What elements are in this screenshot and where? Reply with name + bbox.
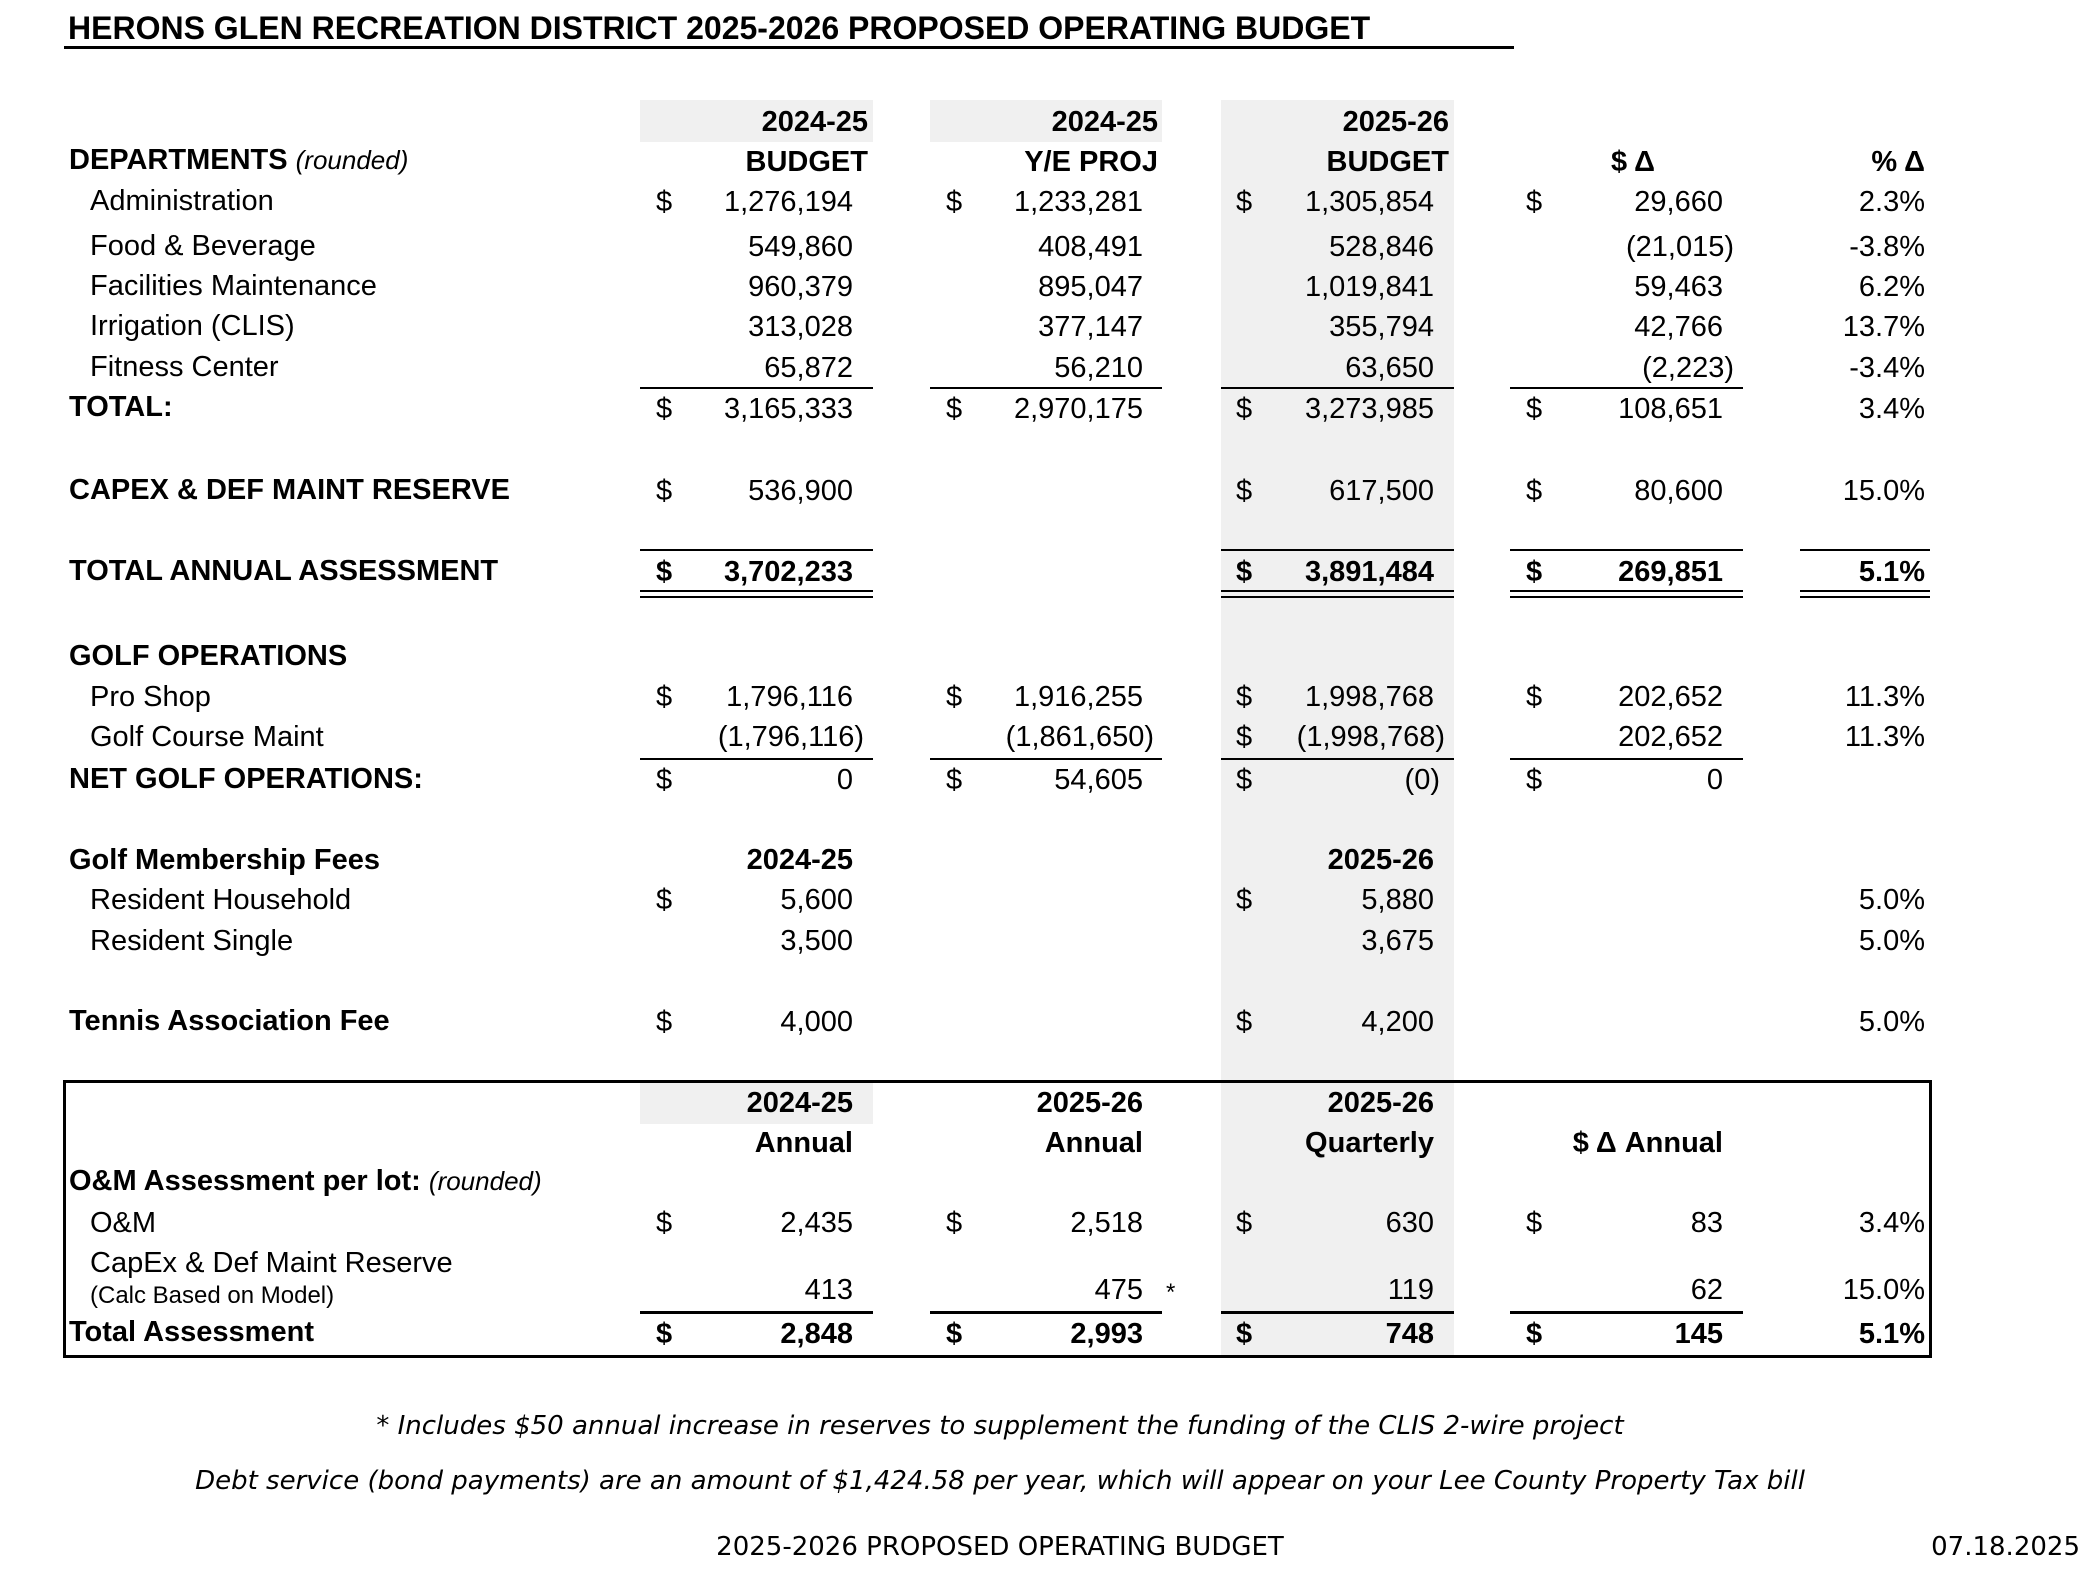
dept-dollar-4: $ — [1526, 186, 1543, 218]
department-c5: 2.3% — [1858, 186, 1925, 218]
om-capex-c3: 119 — [1387, 1274, 1434, 1306]
om-row-c3: 630 — [1385, 1207, 1434, 1239]
golf-row-c2: 1,916,255 — [1013, 681, 1143, 713]
om-row-label: O&M — [90, 1207, 157, 1239]
om-capex-c1: 413 — [804, 1274, 853, 1306]
golf-dollar-4: $ — [1526, 681, 1543, 713]
golf-row-c4: 202,652 — [1618, 721, 1723, 753]
department-c1: 313,028 — [748, 311, 853, 343]
dept-total-rule-2 — [930, 387, 1162, 389]
annual-double-1b — [640, 596, 873, 598]
annual-double-5b — [1800, 596, 1930, 598]
tennis-label: Tennis Association Fee — [69, 1005, 390, 1037]
department-c4: 59,463 — [1634, 271, 1723, 303]
membership-row-label: Resident Single — [90, 925, 294, 957]
department-c5: 6.2% — [1858, 271, 1925, 303]
department-c4: 42,766 — [1634, 311, 1723, 343]
department-label: Food & Beverage — [90, 230, 316, 262]
dept-total-label: TOTAL: — [69, 391, 173, 423]
department-c5: -3.4% — [1849, 352, 1925, 384]
col4-label-header: $ Δ — [1611, 146, 1655, 178]
membership-year3: 2025-26 — [1327, 844, 1434, 876]
om-total-dollar-1: $ — [656, 1318, 673, 1350]
golf-net-rule-4 — [1510, 758, 1743, 760]
golf-net-c2: 54,605 — [1054, 764, 1143, 796]
department-c5: 13.7% — [1842, 311, 1925, 343]
golf-row-c4: 202,652 — [1618, 681, 1723, 713]
golf-net-rule-1 — [640, 758, 873, 760]
om-total-c2: 2,993 — [1070, 1318, 1143, 1350]
department-c1: 65,872 — [764, 352, 853, 384]
golf-net-dollar-2: $ — [946, 764, 963, 796]
golf-row-c3: (1,998,768) — [1296, 721, 1445, 753]
golf-dollar-1: $ — [656, 681, 673, 713]
department-c4: (21,015) — [1625, 231, 1734, 263]
golf-row-c5: 11.3% — [1844, 681, 1925, 713]
om-row-dollar-4: $ — [1526, 1207, 1543, 1239]
membership-row-c3: 5,880 — [1361, 884, 1434, 916]
department-c3: 1,305,854 — [1304, 186, 1434, 218]
dept-total-dollar-4: $ — [1526, 393, 1543, 425]
capex-dollar-1: $ — [656, 475, 673, 507]
note-reserves: * Includes $50 annual increase in reserves to supplement the funding of the CLIS 2-wire project — [376, 1411, 1624, 1441]
annual-c4: 269,851 — [1618, 556, 1723, 588]
dept-total-c5: 3.4% — [1858, 393, 1925, 425]
om-total-c5: 5.1% — [1858, 1318, 1925, 1350]
golf-net-dollar-4: $ — [1526, 764, 1543, 796]
om-row-c2: 2,518 — [1070, 1207, 1143, 1239]
om-row-c1: 2,435 — [780, 1207, 853, 1239]
tennis-c5: 5.0% — [1858, 1006, 1925, 1038]
tennis-c3: 4,200 — [1361, 1006, 1434, 1038]
department-c5: -3.8% — [1849, 231, 1925, 263]
capex-c1: 536,900 — [748, 475, 853, 507]
om-h1-label: Annual — [754, 1127, 853, 1159]
om-total-rule-3 — [1221, 1311, 1454, 1314]
golf-net-dollar-3: $ — [1236, 764, 1253, 796]
annual-dollar-3: $ — [1236, 556, 1253, 588]
department-c3: 63,650 — [1345, 352, 1434, 384]
capex-c3: 617,500 — [1329, 475, 1434, 507]
dept-total-dollar-3: $ — [1236, 393, 1253, 425]
col2-year-header: 2024-25 — [1051, 106, 1158, 138]
om-total-dollar-3: $ — [1236, 1318, 1253, 1350]
col3-label-header: BUDGET — [1326, 146, 1449, 178]
department-c3: 355,794 — [1329, 311, 1434, 343]
golf-net-rule-3 — [1221, 758, 1454, 760]
departments-heading — [69, 146, 408, 175]
golf-row-label: Golf Course Maint — [90, 721, 324, 753]
om-h3-label: Quarterly — [1305, 1127, 1434, 1159]
dept-dollar-1: $ — [656, 186, 673, 218]
om-h3-year: 2025-26 — [1327, 1087, 1434, 1119]
dept-total-rule-3 — [1221, 387, 1454, 389]
department-c2: 1,233,281 — [1013, 186, 1143, 218]
om-row-dollar-1: $ — [656, 1207, 673, 1239]
membership-year1: 2024-25 — [746, 844, 853, 876]
om-capex-sublabel: (Calc Based on Model) — [90, 1282, 335, 1309]
om-capex-c5: 15.0% — [1842, 1274, 1925, 1306]
footer-title: 2025-2026 PROPOSED OPERATING BUDGET — [716, 1532, 1284, 1562]
department-c2: 408,491 — [1038, 231, 1143, 263]
annual-dollar-4: $ — [1526, 556, 1543, 588]
capex-c5: 15.0% — [1842, 475, 1925, 507]
om-total-rule-4 — [1510, 1311, 1743, 1314]
col3-year-header: 2025-26 — [1342, 106, 1449, 138]
golf-row-c1: 1,796,116 — [726, 681, 853, 713]
annual-c3: 3,891,484 — [1304, 556, 1434, 588]
om-h1-year: 2024-25 — [746, 1087, 853, 1119]
col5-label-header: % Δ — [1871, 146, 1925, 178]
om-total-dollar-4: $ — [1526, 1318, 1543, 1350]
department-c4: (2,223) — [1642, 352, 1734, 384]
department-label: Administration — [90, 185, 274, 217]
om-row-c5: 3.4% — [1858, 1207, 1925, 1239]
om-capex-label: CapEx & Def Maint Reserve — [90, 1247, 453, 1279]
department-c2: 56,210 — [1054, 352, 1143, 384]
capex-label: CAPEX & DEF MAINT RESERVE — [69, 474, 510, 506]
membership-row-c5: 5.0% — [1858, 884, 1925, 916]
department-label: Facilities Maintenance — [90, 270, 377, 302]
annual-c1: 3,702,233 — [723, 556, 853, 588]
tennis-c1: 4,000 — [780, 1006, 853, 1038]
golf-net-c3: (0) — [1404, 764, 1440, 796]
om-capex-c4: 62 — [1690, 1274, 1723, 1306]
title-underline — [64, 46, 1514, 49]
annual-top-rule-4 — [1510, 549, 1743, 551]
footer-date: 07.18.2025 — [1931, 1532, 2080, 1562]
golf-net-dollar-1: $ — [656, 764, 673, 796]
om-total-rule-2 — [930, 1311, 1162, 1314]
department-c4: 29,660 — [1634, 186, 1723, 218]
dept-dollar-2: $ — [946, 186, 963, 218]
dept-total-c3: 3,273,985 — [1304, 393, 1434, 425]
golf-net-label: NET GOLF OPERATIONS: — [69, 763, 423, 795]
department-c1: 1,276,194 — [723, 186, 853, 218]
annual-double-4b — [1510, 596, 1743, 598]
departments-heading-note: (rounded) — [295, 145, 409, 175]
col1-label-header: BUDGET — [745, 146, 868, 178]
annual-top-rule-1 — [640, 549, 873, 551]
dept-total-c1: 3,165,333 — [723, 393, 853, 425]
department-c2: 377,147 — [1038, 311, 1143, 343]
annual-c5: 5.1% — [1858, 556, 1925, 588]
col2-label-header: Y/E PROJ — [1024, 146, 1158, 178]
departments-heading-text: DEPARTMENTS — [69, 144, 288, 176]
annual-double-3b — [1221, 596, 1454, 598]
dept-total-c4: 108,651 — [1618, 393, 1723, 425]
department-c2: 895,047 — [1038, 271, 1143, 303]
annual-label: TOTAL ANNUAL ASSESSMENT — [69, 555, 499, 587]
annual-top-rule-3 — [1221, 549, 1454, 551]
golf-net-rule-2 — [930, 758, 1162, 760]
department-c3: 1,019,841 — [1304, 271, 1434, 303]
tennis-dollar-1: $ — [656, 1006, 673, 1038]
golf-row-c2: (1,861,650) — [1005, 721, 1154, 753]
membership-heading: Golf Membership Fees — [69, 844, 381, 876]
golf-row-c1: (1,796,116) — [717, 721, 864, 753]
membership-row-label: Resident Household — [90, 884, 352, 916]
membership-row-c3: 3,675 — [1361, 925, 1434, 957]
dept-total-rule-4 — [1510, 387, 1743, 389]
capex-dollar-4: $ — [1526, 475, 1543, 507]
capex-c4: 80,600 — [1634, 475, 1723, 507]
dept-total-dollar-2: $ — [946, 393, 963, 425]
dept-dollar-3: $ — [1236, 186, 1253, 218]
dept-total-c2: 2,970,175 — [1013, 393, 1143, 425]
om-capex-asterisk: * — [1166, 1279, 1176, 1306]
membership-row-c5: 5.0% — [1858, 925, 1925, 957]
om-total-c3: 748 — [1385, 1318, 1434, 1350]
annual-top-rule-5 — [1800, 549, 1930, 551]
om-total-rule-1 — [640, 1311, 873, 1314]
golf-net-c4: 0 — [1706, 764, 1723, 796]
annual-double-5a — [1800, 590, 1930, 592]
om-heading — [69, 1167, 542, 1196]
om-heading-note: (rounded) — [428, 1166, 542, 1196]
note-debt-service: Debt service (bond payments) are an amount of $1,424.58 per year, which will appear on your Lee County Property Tax bill — [195, 1466, 1805, 1496]
om-row-dollar-2: $ — [946, 1207, 963, 1239]
golf-dollar-2: $ — [946, 681, 963, 713]
golf-net-c1: 0 — [836, 764, 853, 796]
department-label: Irrigation (CLIS) — [90, 310, 295, 342]
om-h2-year: 2025-26 — [1036, 1087, 1143, 1119]
membership-dollar-1: $ — [656, 884, 673, 916]
dept-total-rule-1 — [640, 387, 873, 389]
annual-double-3a — [1221, 590, 1454, 592]
capex-dollar-3: $ — [1236, 475, 1253, 507]
om-total-c4: 145 — [1674, 1318, 1723, 1350]
golf-row-c5: 11.3% — [1844, 721, 1925, 753]
om-h2-label: Annual — [1044, 1127, 1143, 1159]
golf-heading: GOLF OPERATIONS — [69, 640, 348, 672]
golf-dollar-3: $ — [1236, 721, 1253, 753]
membership-dollar-3: $ — [1236, 884, 1253, 916]
golf-dollar-3: $ — [1236, 681, 1253, 713]
om-capex-c2: 475 — [1094, 1274, 1143, 1306]
om-total-label: Total Assessment — [69, 1316, 314, 1348]
om-h4-label: $ Δ Annual — [1572, 1127, 1723, 1159]
om-heading-text: O&M Assessment per lot: — [69, 1165, 421, 1197]
om-total-dollar-2: $ — [946, 1318, 963, 1350]
col1-year-header: 2024-25 — [761, 106, 868, 138]
department-c3: 528,846 — [1329, 231, 1434, 263]
department-label: Fitness Center — [90, 351, 279, 383]
golf-row-c3: 1,998,768 — [1304, 681, 1434, 713]
golf-row-label: Pro Shop — [90, 681, 211, 713]
om-total-c1: 2,848 — [780, 1318, 853, 1350]
page-title: HERONS GLEN RECREATION DISTRICT 2025-2026 PROPOSED OPERATING BUDGET — [68, 10, 1371, 46]
om-row-dollar-3: $ — [1236, 1207, 1253, 1239]
annual-dollar-1: $ — [656, 556, 673, 588]
annual-double-1a — [640, 590, 873, 592]
department-c1: 960,379 — [748, 271, 853, 303]
department-c1: 549,860 — [748, 231, 853, 263]
tennis-dollar-3: $ — [1236, 1006, 1253, 1038]
om-row-c4: 83 — [1690, 1207, 1723, 1239]
dept-total-dollar-1: $ — [656, 393, 673, 425]
membership-row-c1: 5,600 — [780, 884, 853, 916]
membership-row-c1: 3,500 — [780, 925, 853, 957]
annual-double-4a — [1510, 590, 1743, 592]
